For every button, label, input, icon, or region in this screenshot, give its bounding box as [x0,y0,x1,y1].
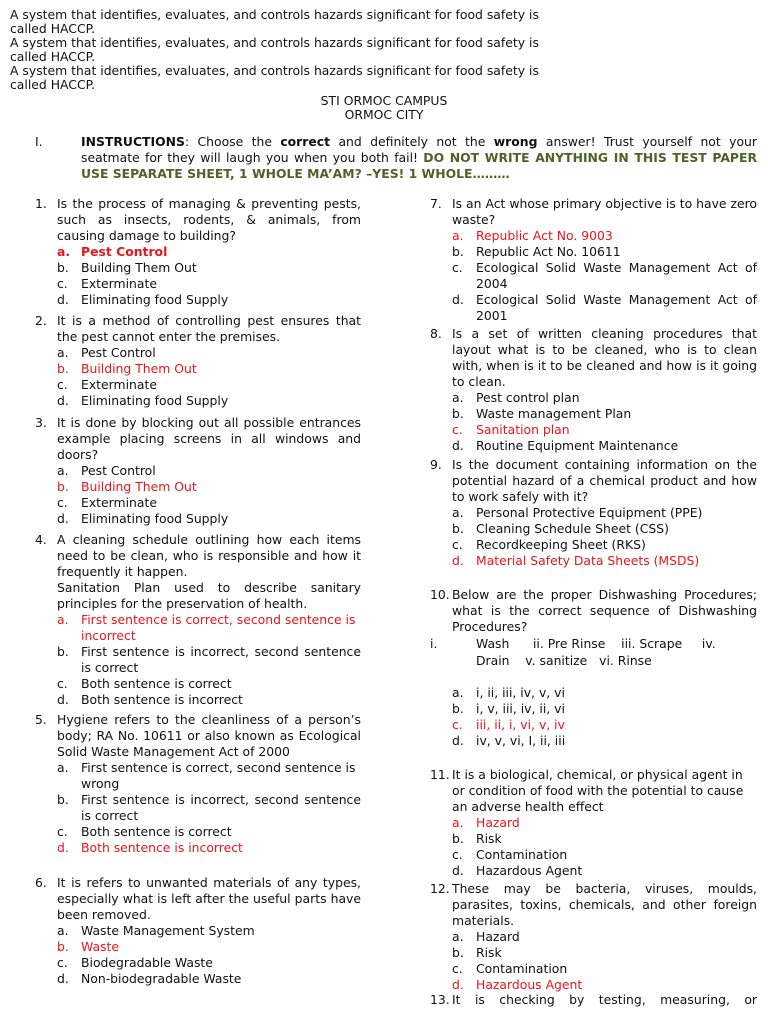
option-letter: b. [452,244,464,259]
option-a[interactable] [452,929,757,945]
question-text: It is refers to unwanted materials of any types, especially what is left after the useful parts have been removed. [57,875,361,922]
option-letter: a. [57,612,69,627]
instructions-part: and definitely not the [330,134,494,149]
option-b[interactable] [452,521,757,537]
option-d[interactable] [452,733,757,749]
option-letter: a. [452,390,464,405]
option-text: iv, v, vi, I, ii, iii [476,733,566,748]
option-letter: a. [57,463,69,478]
question-number: 2. [35,313,47,328]
question-text: These may be bacteria, viruses, moulds, parasites, toxins, chemicals, and other foreign materials. [452,881,757,928]
option-a[interactable] [57,463,361,479]
question-9 [430,457,757,569]
option-c[interactable] [452,422,757,438]
option-letter: c. [452,717,463,732]
option-text: Ecological Solid Waste Management Act of 2001 [476,292,757,323]
option-text: Hazardous Agent [476,977,583,992]
option-text: Pest control plan [476,390,580,405]
option-letter: a. [57,345,69,360]
option-text: i, ii, iii, iv, v, vi [476,685,565,700]
option-letter: c. [452,961,463,976]
option-c[interactable] [57,676,361,692]
option-letter: a. [452,815,464,830]
option-c[interactable] [452,717,757,733]
question-text: It is done by blocking out all possible entrances example placing screens in all windows and doors? [57,415,361,462]
option-text: Republic Act No. 10611 [476,244,621,259]
question-number: 1. [35,196,47,211]
option-b[interactable] [57,361,361,377]
instructions-word-correct: correct [280,134,331,149]
option-text: Waste management Plan [476,406,632,421]
option-letter: c. [57,676,68,691]
instructions-part: : Choose the [184,134,281,149]
option-c[interactable] [452,260,757,292]
option-d[interactable] [57,511,361,527]
option-text: Hazard [476,929,520,944]
option-b[interactable] [452,945,757,961]
option-text: Biodegradable Waste [81,955,213,970]
option-a[interactable] [57,612,361,644]
option-b[interactable] [452,244,757,260]
option-letter: d. [57,511,69,526]
option-text: Both sentence is correct [81,676,232,691]
question-number: 13. [430,992,450,1007]
option-letter: a. [452,505,464,520]
option-text: Hazard [476,815,520,830]
option-letter: b. [57,260,69,275]
option-letter: c. [452,847,463,862]
instructions-word-wrong: wrong [493,134,538,149]
option-letter: b. [452,406,464,421]
option-text: First sentence is correct, second sentence is wrong [81,760,356,791]
question-number: 3. [35,415,47,430]
question-text: Is the document containing information on the potential hazard of a chemical product and how to work safely with it? [452,457,757,504]
option-letter: c. [452,422,463,437]
option-letter: d. [57,692,69,707]
instructions-text [81,134,757,182]
option-d[interactable] [57,971,361,987]
option-text: Sanitation plan [476,422,570,437]
option-d[interactable] [452,438,757,454]
option-letter: b. [57,644,69,659]
campus-name: STI ORMOC CAMPUS [320,93,448,108]
option-letter: b. [452,945,464,960]
question-10-options [430,685,757,749]
option-letter: d. [57,971,69,986]
option-letter: b. [57,792,69,807]
option-b[interactable] [452,406,757,422]
option-letter: d. [57,840,69,855]
option-text: Both sentence is incorrect [81,692,243,707]
option-text: Waste Management System [81,923,255,938]
option-a[interactable] [452,815,757,831]
question-number: 12. [430,881,450,896]
question-text: Is an Act whose primary objective is to have zero waste? [452,196,757,227]
option-a[interactable] [452,390,757,406]
option-letter: d. [57,292,69,307]
option-c[interactable] [57,955,361,971]
question-text: Below are the proper Dishwashing Procedures; what is the correct sequence of Dishwashing Procedures? [452,587,757,634]
sequence-line-2: Drain v. sanitize vi. Rinse [476,653,652,668]
option-text: Exterminate [81,377,157,392]
option-letter: c. [452,260,463,275]
option-d[interactable] [452,553,757,569]
question-text: Is a set of written cleaning procedures that layout what is to be cleaned, who is to clean with, when is it to be cleaned and how is it going to clean. [452,326,757,389]
option-letter: d. [452,438,464,453]
question-number: 11. [430,767,450,782]
option-text: i, v, iii, iv, ii, vi [476,701,565,716]
option-letter: d. [452,553,464,568]
option-a[interactable] [452,685,757,701]
option-letter: b. [57,939,69,954]
option-letter: c. [57,955,68,970]
header-line: A system that identifies, evaluates, and controls hazards significant for food safety is called HACCP. [10,35,539,64]
question-3 [35,415,361,527]
option-letter: d. [452,292,464,307]
option-d[interactable] [452,292,757,324]
option-letter: a. [452,929,464,944]
option-a[interactable] [57,345,361,361]
option-text: iii, ii, i, vi, v, iv [476,717,565,732]
option-text: Routine Equipment Maintenance [476,438,679,453]
option-letter: d. [452,733,464,748]
option-b[interactable] [57,939,361,955]
option-letter: a. [57,760,69,775]
option-text: Contamination [476,847,568,862]
option-d[interactable] [57,840,361,856]
option-text: Eliminating food Supply [81,393,229,408]
sequence-number: i. [430,636,438,651]
option-text: Recordkeeping Sheet (RKS) [476,537,646,552]
option-d[interactable] [452,863,757,879]
question-number: 7. [430,196,442,211]
option-letter: a. [57,244,71,259]
option-letter: d. [57,393,69,408]
option-text: Pest Control [81,244,168,259]
question-13 [430,992,757,1008]
option-letter: b. [452,831,464,846]
question-text: It is checking by testing, measuring, or [452,992,757,1007]
option-a[interactable] [57,923,361,939]
option-a[interactable] [452,228,757,244]
option-text: Risk [476,945,502,960]
question-text: It is a method of controlling pest ensures that the pest cannot enter the premises. [57,313,361,344]
option-text: Pest Control [81,345,156,360]
city-name: ORMOC CITY [344,107,424,122]
option-letter: d. [452,977,464,992]
option-b[interactable] [57,792,361,824]
option-letter: c. [57,377,68,392]
question-11 [430,767,757,879]
option-text: First sentence is incorrect, second sentence is correct [81,792,361,823]
question-2 [35,313,361,409]
option-letter: b. [452,521,464,536]
school-heading [0,94,768,122]
option-text: Building Them Out [81,361,197,376]
option-text: Exterminate [81,276,157,291]
question-10 [430,587,757,635]
option-d[interactable] [57,292,361,308]
question-number: 8. [430,326,442,341]
question-12 [430,881,757,993]
option-c[interactable] [452,537,757,553]
option-c[interactable] [452,961,757,977]
option-text: Building Them Out [81,260,197,275]
question-number: 6. [35,875,47,890]
question-4 [35,532,361,708]
question-5 [35,712,361,856]
option-text: Eliminating food Supply [81,511,229,526]
option-b[interactable] [452,831,757,847]
option-text: Hazardous Agent [476,863,583,878]
option-text: Ecological Solid Waste Management Act of 2004 [476,260,757,291]
option-d[interactable] [57,393,361,409]
option-text: Cleaning Schedule Sheet (CSS) [476,521,669,536]
option-a[interactable] [57,760,361,792]
option-text: Risk [476,831,502,846]
option-c[interactable] [57,495,361,511]
header-repeated-lines [10,8,570,92]
option-b[interactable] [57,479,361,495]
option-letter: d. [452,863,464,878]
option-text: Personal Protective Equipment (PPE) [476,505,703,520]
sequence-line-1: Wash ii. Pre Rinse iii. Scrape iv. [476,636,716,651]
option-c[interactable] [57,377,361,393]
question-text: Is the process of managing & preventing pests, such as insects, rodents, & animals, from causing damage to building? [57,196,361,243]
question-1 [35,196,361,308]
question-text: A cleaning schedule outlining how each items need to be clean, who is responsible and how it frequently it happen. [57,532,361,579]
instructions-number: I. [35,134,43,149]
option-text: Both sentence is incorrect [81,840,243,855]
question-text-second: Sanitation Plan used to describe sanitary principles for the preservation of health. [57,580,361,611]
option-letter: a. [452,228,464,243]
option-text: Pest Control [81,463,156,478]
option-letter: c. [57,824,68,839]
option-text: First sentence is correct, second sentence is incorrect [81,612,356,643]
option-text: First sentence is incorrect, second sentence is correct [81,644,361,675]
question-text: Hygiene refers to the cleanliness of a person’s body; RA No. 10611 or also known as Ecological Solid Waste Management Act of 2000 [57,712,361,759]
option-letter: a. [57,923,69,938]
option-b[interactable] [57,644,361,676]
option-letter: c. [57,495,68,510]
option-b[interactable] [452,701,757,717]
instructions-part: answer! Trust yourself not your seatmate for they will laugh you when you both fail! [81,134,757,165]
option-d[interactable] [57,692,361,708]
option-text: Both sentence is correct [81,824,232,839]
option-letter: a. [452,685,464,700]
option-text: Republic Act No. 9003 [476,228,613,243]
option-letter: b. [57,361,69,376]
option-text: Building Them Out [81,479,197,494]
question-number: 5. [35,712,47,727]
option-text: Exterminate [81,495,157,510]
option-text: Eliminating food Supply [81,292,229,307]
option-letter: b. [452,701,464,716]
option-a[interactable] [57,244,361,260]
option-d[interactable] [452,977,757,993]
question-number: 9. [430,457,442,472]
instructions [35,134,757,182]
question-6 [35,875,361,987]
option-text: Contamination [476,961,568,976]
instructions-label: INSTRUCTIONS [81,134,185,149]
question-7 [430,196,757,324]
question-text: It is a biological, chemical, or physical agent in or condition of food with the potential to cause an adverse health effect [452,767,744,814]
header-line: A system that identifies, evaluates, and controls hazards significant for food safety is called HACCP. [10,63,539,92]
option-text: Non-biodegradable Waste [81,971,242,986]
option-text: Waste [81,939,119,954]
option-a[interactable] [452,505,757,521]
option-b[interactable] [57,260,361,276]
option-letter: b. [57,479,69,494]
option-letter: c. [57,276,68,291]
question-number: 4. [35,532,47,547]
option-text: Material Safety Data Sheets (MSDS) [476,553,700,568]
header-line: A system that identifies, evaluates, and controls hazards significant for food safety is called HACCP. [10,7,539,36]
option-c[interactable] [57,824,361,840]
question-number: 10. [430,587,450,602]
dishwashing-sequence [430,636,757,669]
option-c[interactable] [452,847,757,863]
instructions-warning: DO NOT WRITE ANYTHING IN THIS TEST PAPER USE SEPARATE SHEET, 1 WHOLE MA’AM? –YES! 1 WHOLE……… [81,150,757,181]
question-8 [430,326,757,454]
option-letter: c. [452,537,463,552]
option-c[interactable] [57,276,361,292]
